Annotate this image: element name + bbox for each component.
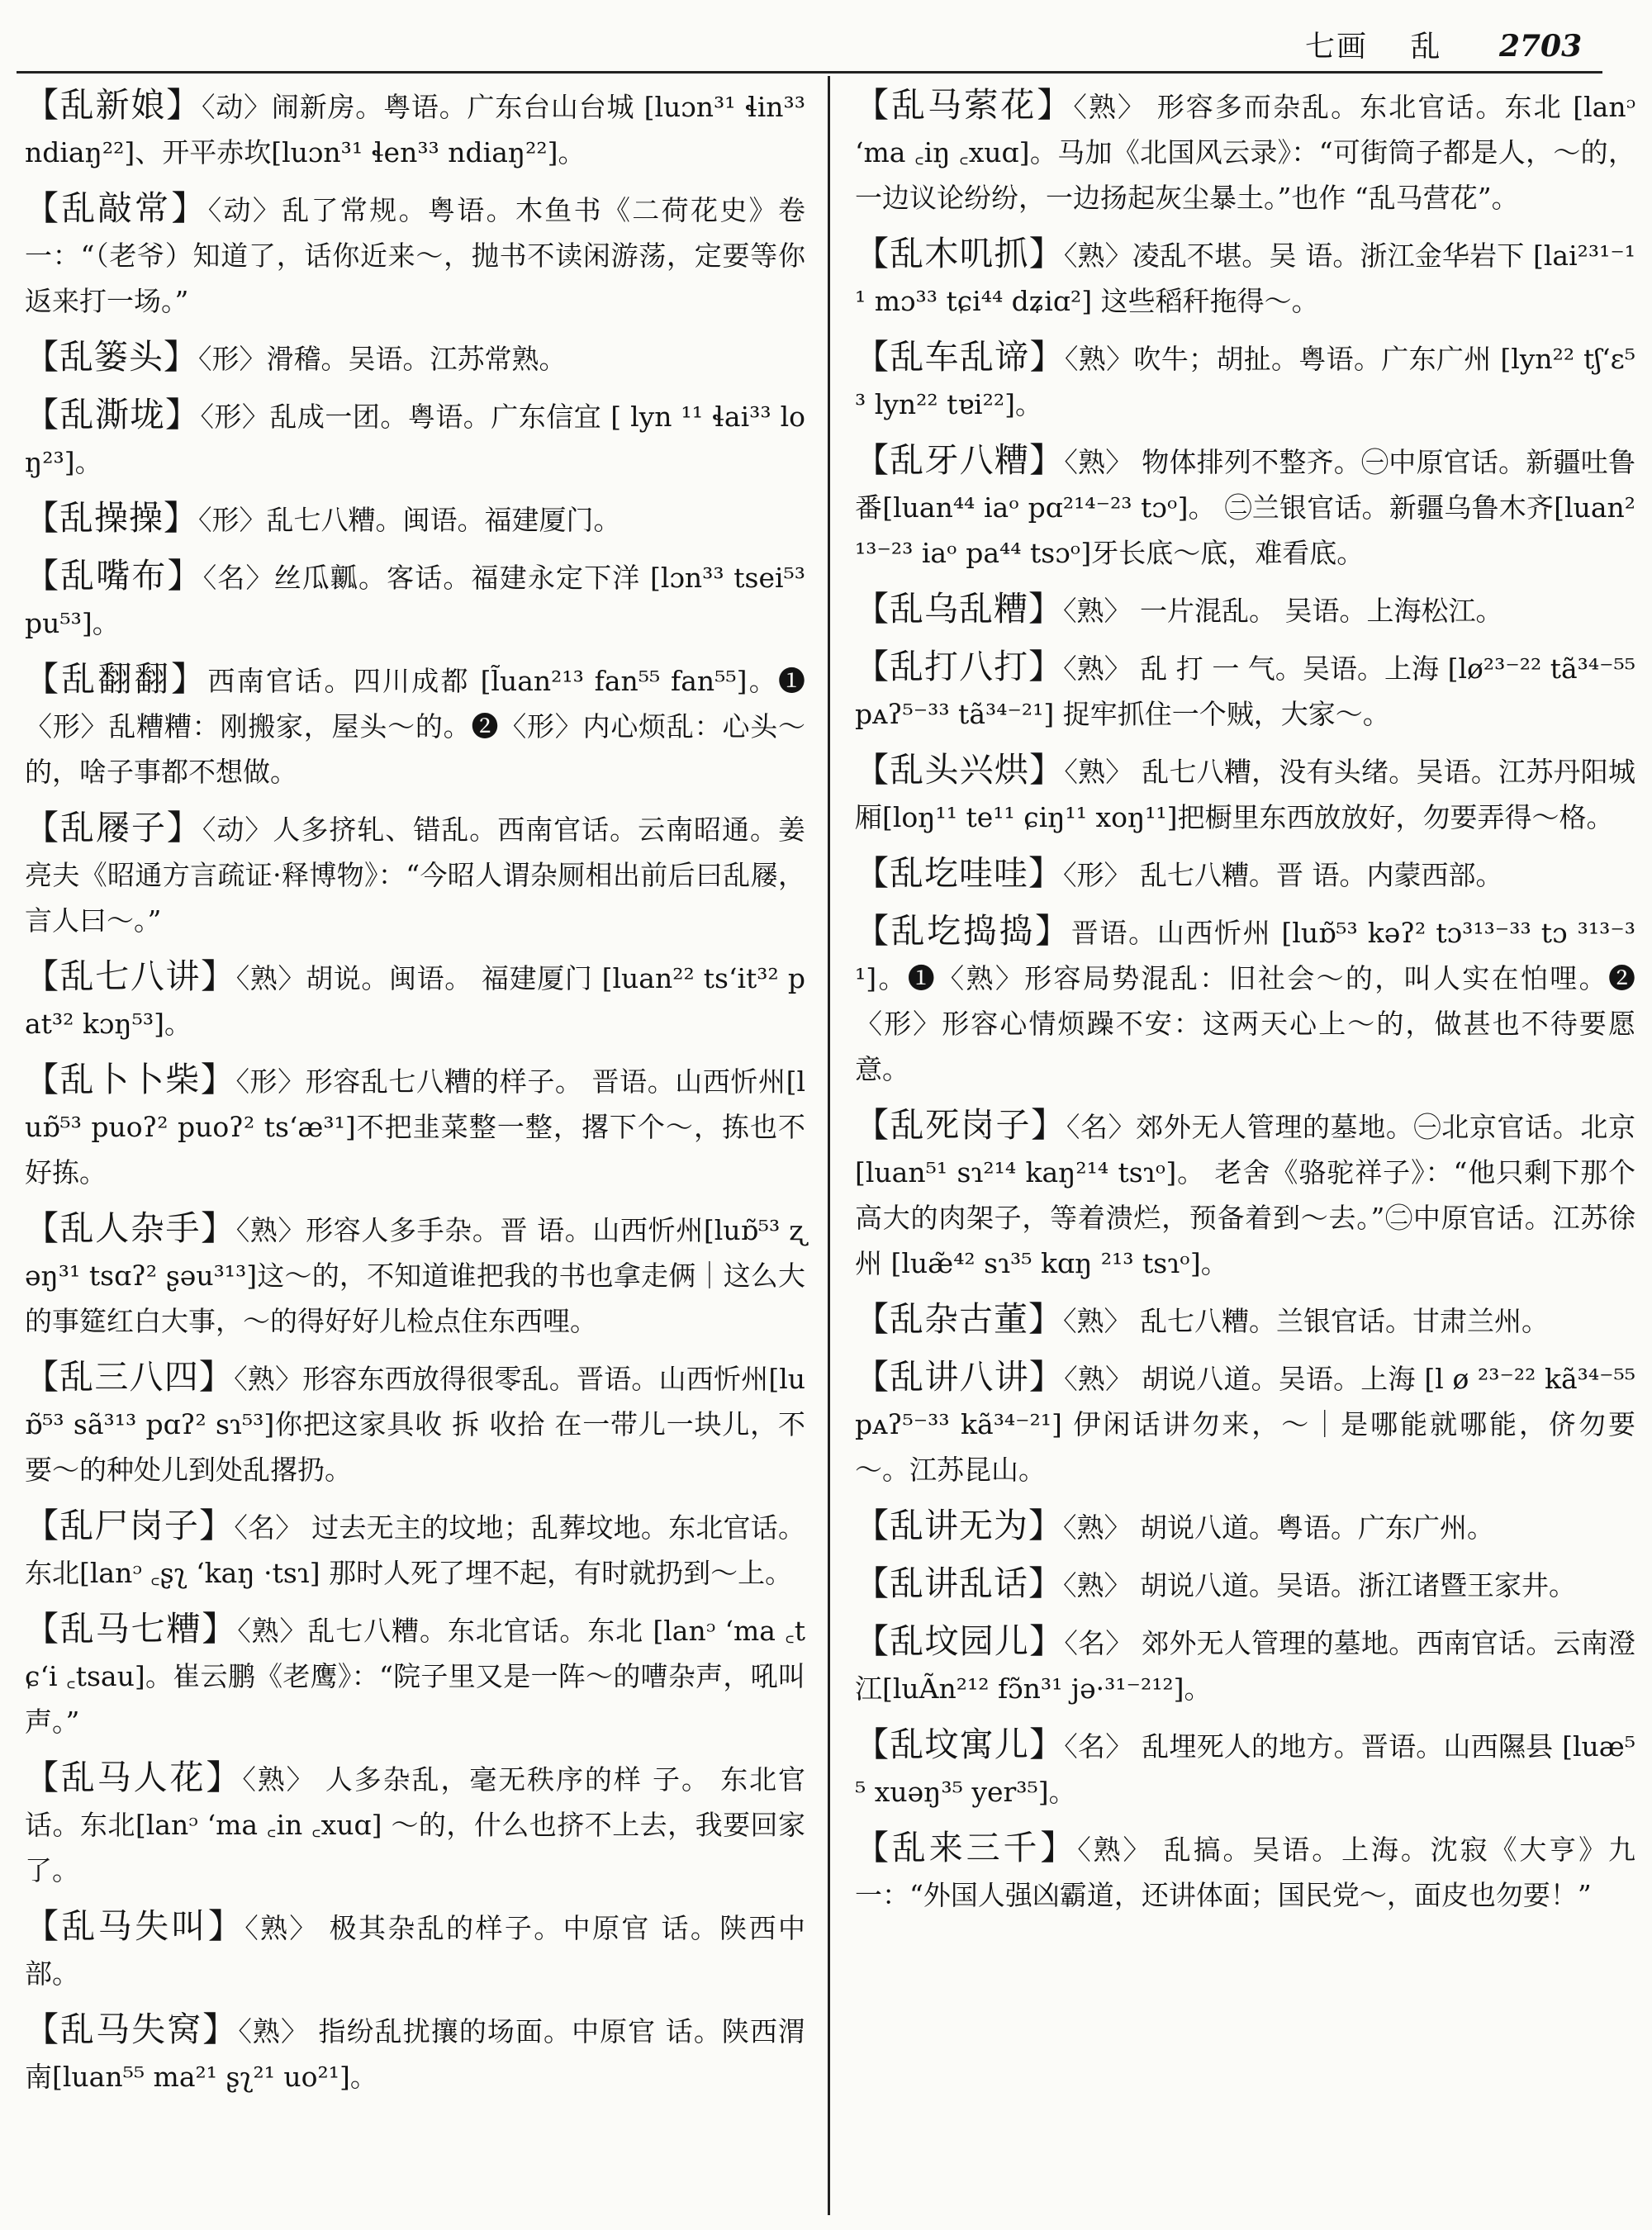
entry-headword: 【乱翻翻】 <box>25 659 208 699</box>
entry-definition: 〈形〉 乱七八糟。晋 语。内蒙西部。 <box>1063 859 1503 891</box>
entry-headword: 【乱卜卜柴】 <box>25 1060 236 1099</box>
entry-definition: 〈形〉滑稽。吴语。江苏常熟。 <box>198 343 567 375</box>
dictionary-entry <box>855 851 1635 898</box>
dictionary-entry <box>25 805 805 943</box>
entry-definition: 〈熟〉 物体排列不整齐。㊀中原官话。新疆吐鲁番[luan⁴⁴ iaᵒ pɑ²¹⁴⁻²³ tɔᵒ]。 ㊁兰银官话。新疆乌鲁木齐[luan²¹³⁻²³ iaᵒ pa⁴⁴ tsɔᵒ]牙长底～底，难看底。 <box>855 446 1636 569</box>
dictionary-entry <box>855 1722 1635 1815</box>
dictionary-entry <box>25 1606 805 1744</box>
entry-definition: 〈形〉形容乱七八糟的样子。 晋语。山西忻州[luɒ̃⁵³ puoʔ² puoʔ² ts‘æ³¹]不把韭菜整一整，撂下个～，拣也不好拣。 <box>25 1065 806 1189</box>
dictionary-entry <box>25 83 805 175</box>
entry-definition: 〈名〉丝瓜瓤。客话。福建永定下洋 [lɔn³³ tsei⁵³ pu⁵³]。 <box>25 562 805 639</box>
entry-headword: 【乱讲八讲】 <box>855 1357 1065 1397</box>
entry-headword: 【乱马失叫】 <box>25 1906 245 1946</box>
entry-headword: 【乱打八打】 <box>855 647 1064 686</box>
entry-headword: 【乱乌乱糟】 <box>855 589 1063 629</box>
entry-headword: 【乱马失窝】 <box>25 2009 239 2049</box>
page-header <box>1305 25 1602 68</box>
dictionary-entry <box>25 657 805 795</box>
entry-headword: 【乱木叽抓】 <box>855 234 1064 273</box>
dictionary-entry <box>25 334 805 382</box>
dictionary-entry <box>25 1904 805 1996</box>
dictionary-entry <box>25 1755 805 1893</box>
entry-definition: 〈熟〉 胡说八道。吴语。浙江诸暨王家井。 <box>1063 1569 1576 1601</box>
entry-headword: 【乱新娘】 <box>25 85 202 125</box>
entry-definition: 〈形〉乱成一团。粤语。广东信宜 [ lyn ¹¹ ɬai³³ loŋ²³]。 <box>25 401 806 478</box>
dictionary-entry <box>855 1825 1635 1918</box>
entry-headword: 【乱马七糟】 <box>25 1609 238 1649</box>
entry-definition: 〈熟〉凌乱不堪。吴 语。浙江金华岩下 [lai²³¹⁻¹¹ mɔ³³ tɕi⁴⁴ dʑiɑ²] 这些稻秆拖得～。 <box>855 240 1635 317</box>
entry-headword: 【乱澌垅】 <box>25 395 201 434</box>
entry-definition: 〈动〉乱了常规。粤语。木鱼书《二荷花史》卷一：“（老爷）知道了，话你近来～，抛书不读闲游荡，定要等你返来打一场。” <box>25 194 806 317</box>
entry-definition: 〈名〉 乱埋死人的地方。晋语。山西隰县 [luæ⁵⁵ xuəŋ³⁵ yer³⁵]。 <box>855 1730 1635 1808</box>
entry-definition: 〈熟〉形容人多手杂。晋 语。山西忻州[luɒ̃⁵³ ʐəŋ³¹ tsɑʔ² ʂəu³¹³]这～的，不知道谁把我的书也拿走俩｜这么大的事筵红白大事，～的得好好儿检点住东西哩。 <box>25 1214 806 1337</box>
entry-definition: 〈熟〉 胡说八道。吴语。上海 [l ø ²³⁻²² kã³⁴⁻⁵⁵ pᴀʔ⁵⁻³³ kã³⁴⁻²¹] 伊闲话讲勿来，～｜是哪能就哪能，侪勿要～。江苏昆山。 <box>855 1363 1635 1486</box>
dictionary-entry <box>855 231 1635 324</box>
header-rule <box>17 71 1602 74</box>
dictionary-entry <box>855 644 1635 737</box>
entry-headword: 【乱来三千】 <box>855 1828 1078 1867</box>
entry-headword: 【乱死岗子】 <box>855 1105 1066 1145</box>
entry-definition: 〈熟〉吹牛；胡扯。粤语。广东广州 [lyn²² tʃ‘ɛ⁵³ lyn²² tɐi²²]。 <box>855 343 1635 420</box>
dictionary-entry <box>25 392 805 485</box>
dictionary-entry <box>855 747 1635 840</box>
right-column <box>855 83 1635 1929</box>
entry-definition: 〈熟〉 指纷乱扰攘的场面。中原官 话。陕西渭南[luan⁵⁵ ma²¹ ʂʅ²¹ uo²¹]。 <box>25 2015 806 2093</box>
left-column <box>25 83 805 2110</box>
dictionary-entry <box>855 1503 1635 1550</box>
dictionary-entry <box>25 954 805 1046</box>
radical-label: 乱 <box>1410 30 1441 64</box>
dictionary-entry <box>25 1206 805 1344</box>
entry-definition: 晋语。山西忻州 [luɒ̃⁵³ kəʔ² tɔ³¹³⁻³³ tɔ ³¹³⁻³¹]。❶〈熟〉形容局势混乱：旧社会～的，叫人实在怕哩。❷〈形〉形容心情烦躁不安：这两天心上～的，做甚也不待要愿意。 <box>855 917 1636 1085</box>
dictionary-entry <box>855 438 1635 576</box>
entry-definition: 〈熟〉形容东西放得很零乱。晋语。山西忻州[luɒ̃⁵³ sã³¹³ pɑʔ² sɿ⁵³]你把这家具收 拆 收拾 在一带儿一块儿，不要～的种处儿到处乱撂扔。 <box>25 1363 806 1486</box>
dictionary-entry <box>25 1057 805 1195</box>
page-number: 2703 <box>1498 29 1583 64</box>
entry-headword: 【乱尸岗子】 <box>25 1506 235 1545</box>
entry-headword: 【乱敲常】 <box>25 188 208 228</box>
entry-headword: 【乱操操】 <box>25 498 198 538</box>
dictionary-entry <box>25 1503 805 1596</box>
stroke-section-label: 七画 <box>1305 30 1369 64</box>
entry-headword: 【乱马萦花】 <box>855 85 1074 125</box>
entry-definition: 〈熟〉 胡说八道。粤语。广东广州。 <box>1063 1511 1494 1544</box>
entry-definition: 〈熟〉 乱七八糟。兰银官话。甘肃兰州。 <box>1063 1305 1549 1337</box>
dictionary-entry <box>855 1619 1635 1711</box>
entry-headword: 【乱车乱谛】 <box>855 337 1065 377</box>
entry-headword: 【乱头兴烘】 <box>855 750 1065 790</box>
column-divider <box>828 76 830 2215</box>
entry-headword: 【乱讲无为】 <box>855 1506 1063 1545</box>
entry-headword: 【乱坟园儿】 <box>855 1621 1065 1661</box>
dictionary-entry <box>855 334 1635 427</box>
entry-headword: 【乱嘴布】 <box>25 556 203 595</box>
dictionary-entry <box>855 1561 1635 1608</box>
dictionary-entry <box>25 553 805 646</box>
entry-definition: 〈动〉人多挤轧、错乱。西南官话。云南昭通。姜亮夫《昭通方言疏证·释博物》：“今昭人谓杂厕相出前后曰乱屦，言人曰～。” <box>25 814 806 937</box>
entry-definition: 〈熟〉 极其杂乱的样子。中原官 话。陕西中部。 <box>25 1912 806 1990</box>
dictionary-entry <box>855 1297 1635 1344</box>
entry-definition: 〈熟〉 一片混乱。 吴语。上海松江。 <box>1063 595 1503 627</box>
entry-definition: 〈动〉闹新房。粤语。广东台山台城 [luɔn³¹ ɬin³³ ndiaŋ²²]、开平赤坎[luɔn³¹ ɬen³³ ndiaŋ²²]。 <box>25 91 805 168</box>
dictionary-entry <box>855 909 1635 1092</box>
entry-headword: 【乱七八讲】 <box>25 956 236 996</box>
entry-headword: 【乱牙八糟】 <box>855 440 1065 480</box>
dictionary-entry <box>855 1355 1635 1492</box>
entry-headword: 【乱讲乱话】 <box>855 1563 1063 1603</box>
entry-headword: 【乱杂古董】 <box>855 1299 1063 1339</box>
entry-headword: 【乱三八四】 <box>25 1357 235 1397</box>
entry-definition: 〈熟〉胡说。闽语。 福建厦门 [luan²² ts‘it³² pat³² kɔŋ⁵³]。 <box>25 962 805 1040</box>
entry-headword: 【乱屦子】 <box>25 808 202 847</box>
entry-definition: 〈熟〉 乱搞。吴语。上海。沈寂《大亨》九一：“外国人强凶霸道，还讲体面；国民党～，面皮也勿要！” <box>855 1834 1635 1911</box>
dictionary-entry <box>855 586 1635 633</box>
entry-headword: 【乱圪哇哇】 <box>855 853 1063 893</box>
entry-headword: 【乱圪捣捣】 <box>855 911 1071 951</box>
dictionary-entry <box>25 186 805 324</box>
dictionary-entry <box>25 2007 805 2100</box>
entry-definition: 〈名〉 郊外无人管理的墓地。西南官话。云南澄江[luÃn²¹² fɔ̃n³¹ jə·³¹⁻²¹²]。 <box>855 1627 1636 1705</box>
entry-headword: 【乱人杂手】 <box>25 1208 236 1248</box>
entry-definition: 〈名〉郊外无人管理的墓地。㊀北京官话。北京 [luan⁵¹ sɿ²¹⁴ kaŋ²¹⁴ tsɿᵒ]。 老舍《骆驼祥子》：“他只剩下那个高大的肉架子，等着溃烂，预备着到～去。”㊁中原官话。江苏徐州 [luæ̃⁴² sɿ³⁵ kɑŋ ²¹³ tsɿᵒ]。 <box>855 1111 1636 1279</box>
dictionary-entry <box>855 83 1635 221</box>
entry-headword: 【乱篓头】 <box>25 337 198 377</box>
dictionary-entry <box>25 1355 805 1492</box>
entry-definition: 〈熟〉 人多杂乱，毫无秩序的样 子。 东北官话。东北[lanᵓ ‘ma ꜀in ꜀xuɑ] ～的，什么也挤不上去，我要回家了。 <box>25 1763 805 1886</box>
entry-definition: 〈熟〉 乱七八糟，没有头绪。吴语。江苏丹阳城厢[loŋ¹¹ te¹¹ ɕiŋ¹¹ xoŋ¹¹]把橱里东西放放好，勿要弄得～格。 <box>855 756 1636 833</box>
entry-definition: 〈熟〉 乱 打 一 气。吴语。上海 [lø²³⁻²² tã³⁴⁻⁵⁵ pᴀʔ⁵⁻³³ tã³⁴⁻²¹] 捉牢抓住一个贼，大家～。 <box>855 652 1636 730</box>
entry-definition: 〈形〉乱七八糟。闽语。福建厦门。 <box>198 504 621 536</box>
entry-definition: 〈熟〉乱七八糟。东北官话。东北 [lanᵓ ‘ma ꜀tɕ‘i ꜀tsau]。崔云鹏《老鹰》：“院子里又是一阵～的嘈杂声，吼叫声。” <box>25 1615 805 1738</box>
dictionary-entry <box>855 1103 1635 1286</box>
dictionary-entry <box>25 496 805 543</box>
entry-headword: 【乱坟寓儿】 <box>855 1725 1065 1764</box>
entry-headword: 【乱马人花】 <box>25 1758 243 1797</box>
entry-definition: 〈名〉 过去无主的坟地；乱葬坟地。东北官话。东北[lanᵓ ꜀ʂʅ ‘kaŋ ·tsɿ] 那时人死了埋不起，有时就扔到～上。 <box>25 1511 806 1589</box>
entry-definition: 西南官话。四川成都 [l̃uan²¹³ fan⁵⁵ fan⁵⁵]。❶〈形〉乱糟糟：刚搬家，屋头～的。❷〈形〉内心烦乱：心头～的，啥子事都不想做。 <box>25 665 805 788</box>
entry-definition: 〈熟〉 形容多而杂乱。东北官话。东北 [lanᵓ ‘ma ꜀iŋ ꜀xuɑ]。马加《北国风云录》：“可街筒子都是人，～的，一边议论纷纷，一边扬起灰尘暴土。”也作 “乱马营花”。 <box>855 91 1636 214</box>
